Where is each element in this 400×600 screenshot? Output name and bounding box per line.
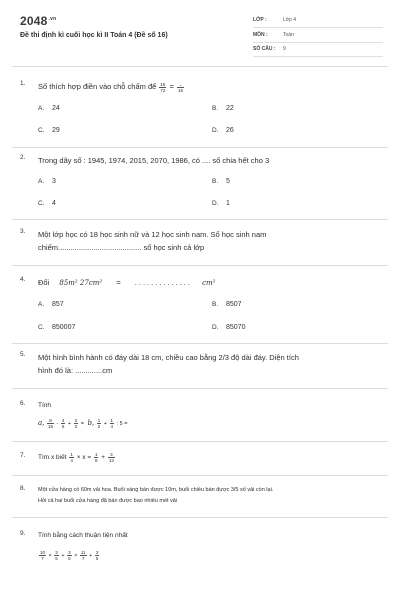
equals-sign: =: [169, 82, 174, 91]
question-5-line-1: Một hình bình hành có đáy dài 18 cm, chiều cao bằng 2/3 độ dài đáy. Diện tích: [38, 353, 299, 362]
option-c[interactable]: C. 29: [38, 127, 60, 134]
question-6: [20, 400, 385, 438]
question-divider: [12, 517, 388, 518]
site-logo[interactable]: [20, 14, 56, 28]
option-c[interactable]: C. 4: [38, 200, 56, 207]
question-7-prompt: Tìm x biết: [38, 454, 67, 462]
question-7: [20, 452, 385, 468]
question-divider: [12, 147, 388, 148]
part-a-label: a,: [38, 419, 45, 427]
question-2: [20, 154, 385, 214]
question-divider: [12, 265, 388, 266]
question-9-text: Tính bằng cách thuận tiện nhất: [38, 532, 128, 539]
question-7-text: [38, 452, 383, 463]
question-number: 2.: [20, 154, 26, 161]
fraction: $\frac{1}{2}$: [97, 418, 101, 430]
meta-subject: [253, 30, 383, 43]
fraction: $\frac{1}{8}$: [94, 452, 98, 463]
question-6-expressions: [38, 418, 383, 429]
option-d[interactable]: D. 85070: [212, 324, 246, 331]
question-divider: [12, 441, 388, 442]
question-5-text: [38, 351, 383, 377]
operator: ×: [48, 552, 52, 559]
question-8-line-2: Hỏi cả hai buổi cửa hàng đã bán được bao nhiêu mét vải: [38, 498, 178, 504]
unit-label: cm²: [202, 279, 216, 287]
meta-class: [253, 15, 383, 28]
question-1: [20, 80, 385, 142]
question-5-line-2: hình đó là: .............cm: [38, 366, 113, 375]
question-text: [38, 80, 383, 93]
operator: ×: [74, 552, 78, 559]
question-4-text: [38, 276, 383, 290]
fraction: $\frac{3}{5}$: [68, 550, 71, 561]
meta-class-label: LỚP :: [253, 17, 267, 23]
question-number: 3.: [20, 228, 26, 235]
question-2-text: Trong dãy số : 1945, 1974, 2015, 2070, 1986, có .... số chia hết cho 3: [38, 156, 270, 165]
operator: =: [80, 421, 84, 427]
fraction: $\frac{4}{5}$: [61, 418, 65, 430]
area-expression: 85m² 27cm²: [59, 279, 103, 287]
part-b-tail: : 5 =: [116, 421, 128, 427]
question-1-text: Số thích hợp điền vào chỗ chấm để: [38, 82, 157, 91]
option-a[interactable]: A. 24: [38, 105, 60, 112]
option-a[interactable]: A. 3: [38, 178, 56, 185]
option-b[interactable]: B. 22: [212, 105, 234, 112]
meta-subject-label: MÔN :: [253, 32, 268, 38]
question-4: [20, 276, 385, 338]
meta-subject-value: Toán: [283, 32, 294, 38]
option-c[interactable]: C. 850007: [38, 324, 76, 331]
question-number: 8.: [20, 485, 26, 492]
option-d[interactable]: D. 1: [212, 200, 230, 207]
fraction: $\frac{8}{15}$: [47, 418, 53, 430]
equals-sign: =: [116, 278, 121, 287]
option-d[interactable]: D. 26: [212, 127, 234, 134]
header-divider: [12, 66, 388, 67]
meta-class-value: Lớp 4: [283, 17, 297, 23]
question-4-word: Đổi: [38, 278, 50, 287]
fraction: $\frac{2}{3}$: [74, 418, 78, 430]
option-a[interactable]: A. 857: [38, 301, 64, 308]
question-3-line-1: Một lớp học có 18 học sinh nữ và 12 học sinh nam. Số học sinh nam: [38, 230, 267, 239]
question-number: 6.: [20, 400, 26, 407]
question-divider: [12, 388, 388, 389]
question-number: 5.: [20, 351, 26, 358]
meta-count-value: 9: [283, 46, 286, 52]
fraction: $\frac{3}{5}$: [95, 550, 99, 561]
worksheet-header: [0, 0, 400, 70]
operator: +: [67, 421, 72, 427]
answer-blank: ..............: [134, 278, 192, 287]
document-title: Đề thi định kì cuối học kì II Toán 4 (Đề số 16): [20, 32, 168, 39]
question-3: [20, 228, 385, 258]
operator: +: [61, 552, 65, 559]
question-5: [20, 351, 385, 381]
fraction: $\frac{3}{5}$: [55, 550, 58, 561]
operator: -: [56, 421, 59, 427]
fraction: $\frac{11}{7}$: [80, 550, 86, 561]
operator: +: [89, 552, 93, 559]
part-b-label: b,: [87, 419, 95, 427]
question-divider: [12, 343, 388, 344]
fraction: $\frac{10}{7}$: [40, 550, 46, 561]
meta-count-label: SỐ CÂU :: [253, 46, 276, 52]
question-9-expression: [38, 550, 383, 561]
question-8: [20, 485, 385, 511]
option-b[interactable]: B. 5: [212, 178, 230, 185]
fraction: $\frac{1}{4}$: [110, 418, 114, 430]
question-3-text: [38, 228, 383, 254]
question-8-text: [38, 485, 383, 507]
fraction: $\frac{1}{4}$: [70, 452, 73, 463]
logo-suffix: .vn: [48, 16, 57, 22]
question-9: [20, 530, 385, 570]
operator: +: [101, 454, 106, 462]
question-number: 9.: [20, 530, 26, 537]
fraction-right: ... 16: [178, 81, 184, 93]
question-divider: [12, 219, 388, 220]
fraction-left: $\frac{15}{72}$: [160, 81, 166, 93]
question-divider: [12, 475, 388, 476]
question-number: 1.: [20, 80, 26, 87]
question-number: 7.: [20, 452, 26, 459]
meta-count: [253, 44, 383, 57]
option-b[interactable]: B. 8507: [212, 301, 242, 308]
question-3-line-2: chiếm........................................ số học sinh cả lớp: [38, 243, 205, 252]
fraction: $\frac{3}{13}$: [108, 452, 114, 463]
question-6-text: Tính: [38, 402, 52, 409]
operator: +: [103, 421, 107, 427]
question-8-line-1: Một cửa hàng có 60m vải hoa. Buổi sáng bán được 10m, buổi chiều bán được 3/5 số vải còn lại.: [38, 487, 274, 493]
logo-text: 2048: [20, 14, 48, 28]
equation-middle: × x =: [76, 454, 92, 462]
question-number: 4.: [20, 276, 26, 283]
